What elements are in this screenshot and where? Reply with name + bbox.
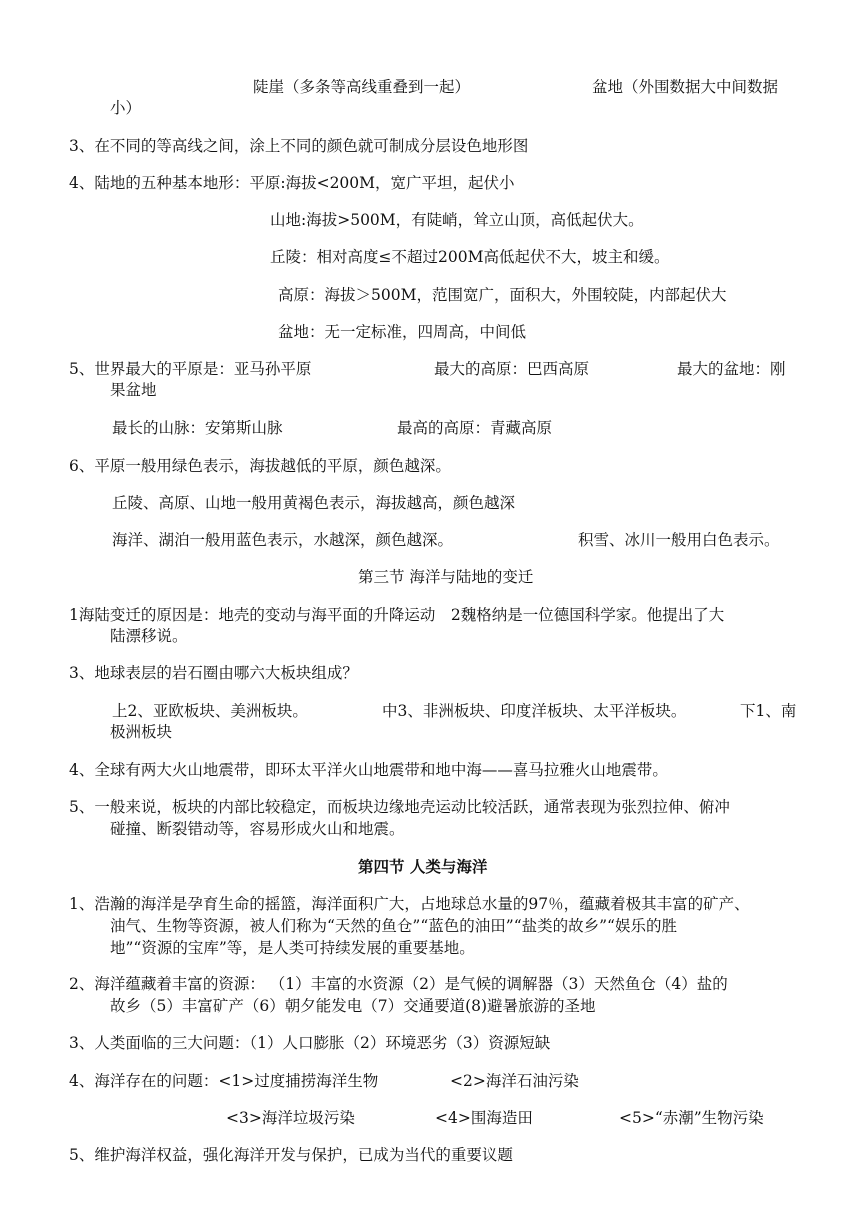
- text-line: 盆地：无一定标准，四周高，中间低: [278, 323, 527, 341]
- text-line: 地”“资源的宝库”等，是人类可持续发展的重要基地。: [110, 939, 475, 957]
- section-heading: 第三节 海洋与陆地的变迁: [358, 568, 534, 586]
- text-line: 3、地球表层的岩石圈由哪六大板块组成？: [69, 664, 358, 682]
- text-line: 1海陆变迁的原因是：地壳的变动与海平面的升降运动 2魏格纳是一位德国科学家。他提出了大: [69, 606, 725, 624]
- text-line: 最大的高原：巴西高原: [434, 360, 590, 378]
- text-line: 4、陆地的五种基本地形：平原:海拔<200M，宽广平坦，起伏小: [69, 174, 515, 192]
- section-heading: 第四节 人类与海洋: [358, 857, 488, 876]
- text-line: 故乡（5）丰富矿产（6）朝夕能发电（7）交通要道(8)避暑旅游的圣地: [110, 997, 596, 1015]
- text-line: <3>海洋垃圾污染: [226, 1109, 355, 1127]
- text-line: 最高的高原：青藏高原: [397, 419, 553, 437]
- text-line: 盆地（外围数据大中间数据: [592, 78, 779, 96]
- text-line: 上2、亚欧板块、美洲板块。: [112, 702, 308, 720]
- text-line: 最大的盆地：刚: [677, 360, 786, 378]
- text-line: 5、世界最大的平原是：亚马孙平原: [69, 360, 312, 378]
- text-line: 小）: [110, 99, 142, 117]
- text-line: 3、人类面临的三大问题：（1）人口膨胀（2）环境恶劣（3）资源短缺: [69, 1034, 551, 1052]
- text-line: 丘陵、高原、山地一般用黄褐色表示，海拔越高，颜色越深: [112, 494, 516, 512]
- text-line: 山地:海拔>500M，有陡峭，耸立山顶，高低起伏大。: [270, 211, 644, 229]
- text-line: <5>“赤潮”生物污染: [619, 1109, 764, 1127]
- text-line: <2>海洋石油污染: [450, 1072, 579, 1090]
- text-line: 5、维护海洋权益，强化海洋开发与保护，已成为当代的重要议题: [69, 1146, 513, 1164]
- text-line: 4、全球有两大火山地震带，即环太平洋火山地震带和地中海——喜马拉雅火山地震带。: [69, 761, 668, 779]
- text-line: 积雪、冰川一般用白色表示。: [578, 531, 780, 549]
- text-line: 碰撞、断裂错动等，容易形成火山和地震。: [110, 820, 405, 838]
- text-line: 2、海洋蕴藏着丰富的资源： （1）丰富的水资源（2）是气候的调解器（3）天然鱼仓（4）盐的: [69, 975, 728, 993]
- text-line: 1、浩瀚的海洋是孕育生命的摇篮，海洋面积广大，占地球总水量的97％，蕴藏着极其丰富的矿产、: [69, 895, 750, 913]
- text-line: 海洋、湖泊一般用蓝色表示，水越深，颜色越深。: [112, 531, 454, 549]
- text-line: 中3、非洲板块、印度洋板块、太平洋板块。: [382, 702, 687, 720]
- text-line: 丘陵：相对高度≤不超过200M高低起伏不大，坡主和缓。: [270, 248, 670, 266]
- text-line: 5、一般来说，板块的内部比较稳定，而板块边缘地壳运动比较活跃，通常表现为张烈拉伸、俯冲: [69, 798, 730, 816]
- text-line: 6、平原一般用绿色表示，海拔越低的平原，颜色越深。: [69, 457, 451, 475]
- text-line: 4、海洋存在的问题：<1>过度捕捞海洋生物: [69, 1072, 379, 1090]
- text-line: 油气、生物等资源，被人们称为“天然的鱼仓”“蓝色的油田”“盐类的故乡”“娱乐的胜: [110, 917, 677, 935]
- text-line: 最长的山脉：安第斯山脉: [112, 419, 283, 437]
- text-line: 高原：海拔＞500M，范围宽广，面积大，外围较陡，内部起伏大: [278, 286, 727, 304]
- text-line: 下1、南: [740, 702, 797, 720]
- text-line: 极洲板块: [110, 723, 173, 741]
- text-line: 3、在不同的等高线之间，涂上不同的颜色就可制成分层设色地形图: [69, 137, 529, 155]
- text-line: 陆漂移说。: [110, 627, 188, 645]
- text-line: 陡崖（多条等高线重叠到一起）: [253, 78, 471, 96]
- text-line: <4>围海造田: [435, 1109, 533, 1127]
- text-line: 果盆地: [110, 381, 157, 399]
